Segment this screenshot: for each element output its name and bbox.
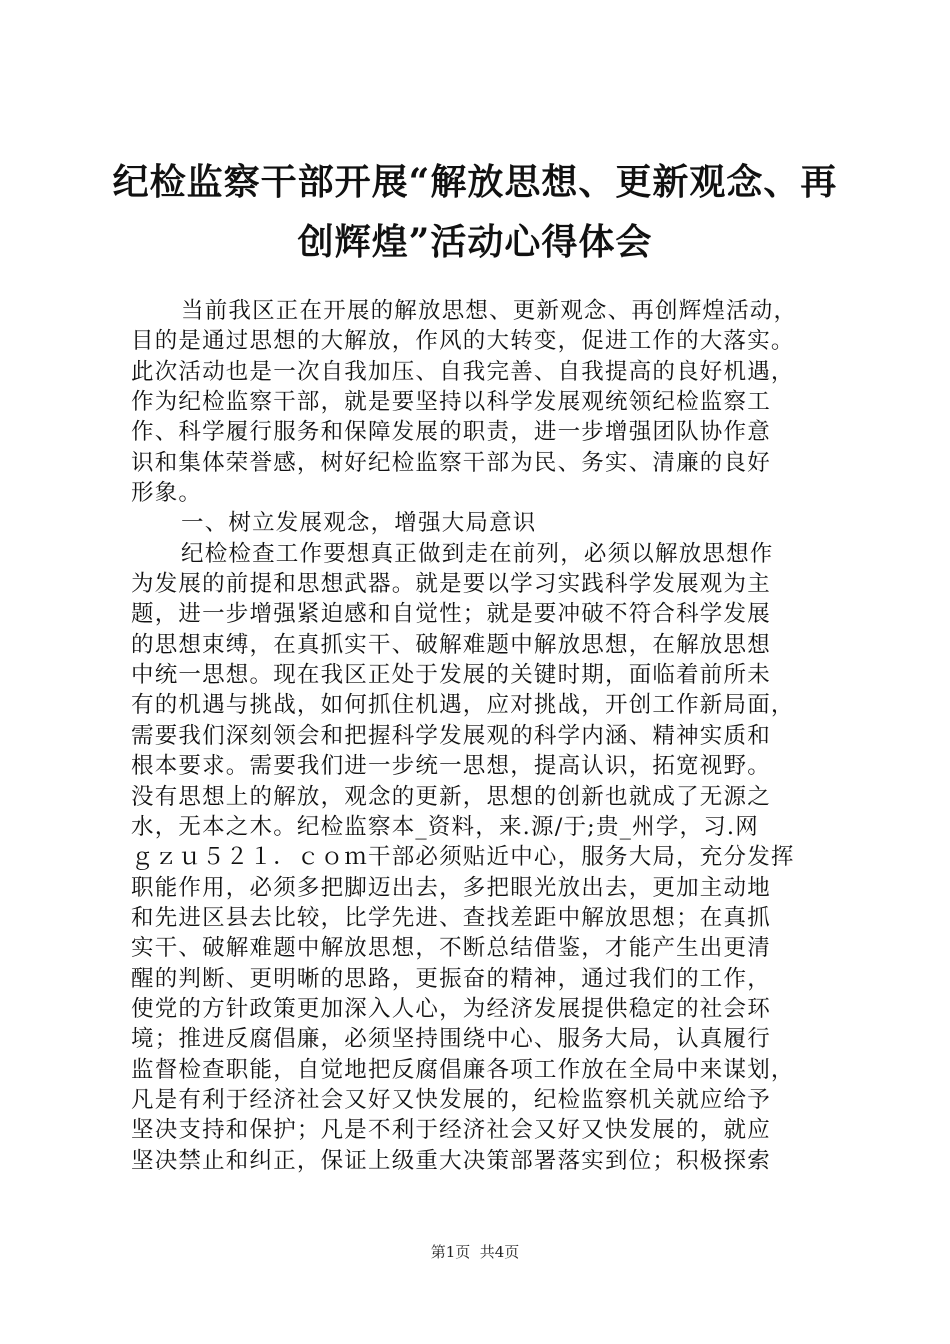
body-line: 实干、破解难题中解放思想，不断总结借鉴，才能产生出更清 — [131, 935, 771, 962]
body-line: 坚决禁止和纠正，保证上级重大决策部署落实到位；积极探索 — [131, 1147, 771, 1174]
body-line: 的思想束缚，在真抓实干、破解难题中解放思想，在解放思想 — [131, 631, 771, 658]
body-line: 作、科学履行服务和保障发展的职责，进一步增强团队协作意 — [131, 419, 771, 446]
body-line: 形象。 — [131, 480, 203, 507]
body-line: 目的是通过思想的大解放，作风的大转变，促进工作的大落实。 — [131, 328, 795, 355]
document-title-line-2: 创辉煌”活动心得体会 — [297, 221, 653, 263]
body-line: 醒的判断、更明晰的思路，更振奋的精神，通过我们的工作， — [131, 965, 771, 992]
body-line: 题，进一步增强紧迫感和自觉性；就是要冲破不符合科学发展 — [131, 601, 771, 628]
body-line: 监督检查职能，自觉地把反腐倡廉各项工作放在全局中来谋划， — [131, 1056, 795, 1083]
body-line: 使党的方针政策更加深入人心，为经济发展提供稳定的社会环 — [131, 995, 771, 1022]
body-line: 需要我们深刻领会和把握科学发展观的科学内涵、精神实质和 — [131, 722, 771, 749]
body-line: 当前我区正在开展的解放思想、更新观念、再创辉煌活动， — [181, 298, 798, 324]
body-line: 识和集体荣誉感，树好纪检监察干部为民、务实、清廉的良好 — [131, 449, 771, 476]
body-line: 有的机遇与挑战，如何抓住机遇，应对挑战，开创工作新局面， — [131, 692, 795, 719]
body-line: 和先进区县去比较，比学先进、查找差距中解放思想；在真抓 — [131, 904, 771, 931]
body-line: 纪检检查工作要想真正做到走在前列，必须以解放思想作 — [181, 540, 774, 567]
page-footer: 第1页 共4页 — [430, 1243, 520, 1261]
body-line: ｇｚｕ５２１．ｃｏｍ干部必须贴近中心，服务大局，充分发挥 — [131, 844, 795, 871]
body-line: 职能作用，必须多把脚迈出去，多把眼光放出去，更加主动地 — [131, 874, 771, 901]
section-heading: 一、树立发展观念，增强大局意识 — [181, 510, 537, 537]
body-line: 凡是有利于经济社会又好又快发展的，纪检监察机关就应给予 — [131, 1086, 771, 1113]
body-line: 为发展的前提和思想武器。就是要以学习实践科学发展观为主 — [131, 571, 771, 598]
body-line: 此次活动也是一次自我加压、自我完善、自我提高的良好机遇， — [131, 358, 795, 385]
document-body — [131, 296, 831, 1176]
body-line: 境；推进反腐倡廉，必须坚持围绕中心、服务大局，认真履行 — [131, 1026, 771, 1053]
document-title-line-1: 纪检监察干部开展“解放思想、更新观念、再 — [112, 161, 838, 203]
body-line: 没有思想上的解放，观念的更新，思想的创新也就成了无源之 — [131, 783, 771, 810]
body-line: 中统一思想。现在我区正处于发展的关键时期，面临着前所未 — [131, 662, 771, 689]
body-line: 作为纪检监察干部，就是要坚持以科学发展观统领纪检监察工 — [131, 389, 771, 416]
body-line: 坚决支持和保护；凡是不利于经济社会又好又快发展的，就应 — [131, 1117, 771, 1144]
body-line: 根本要求。需要我们进一步统一思想，提高认识，拓宽视野。 — [131, 753, 771, 780]
body-line: 水，无本之木。纪检监察本_资料，来.源/于;贵_州学，习.网 — [131, 813, 759, 840]
